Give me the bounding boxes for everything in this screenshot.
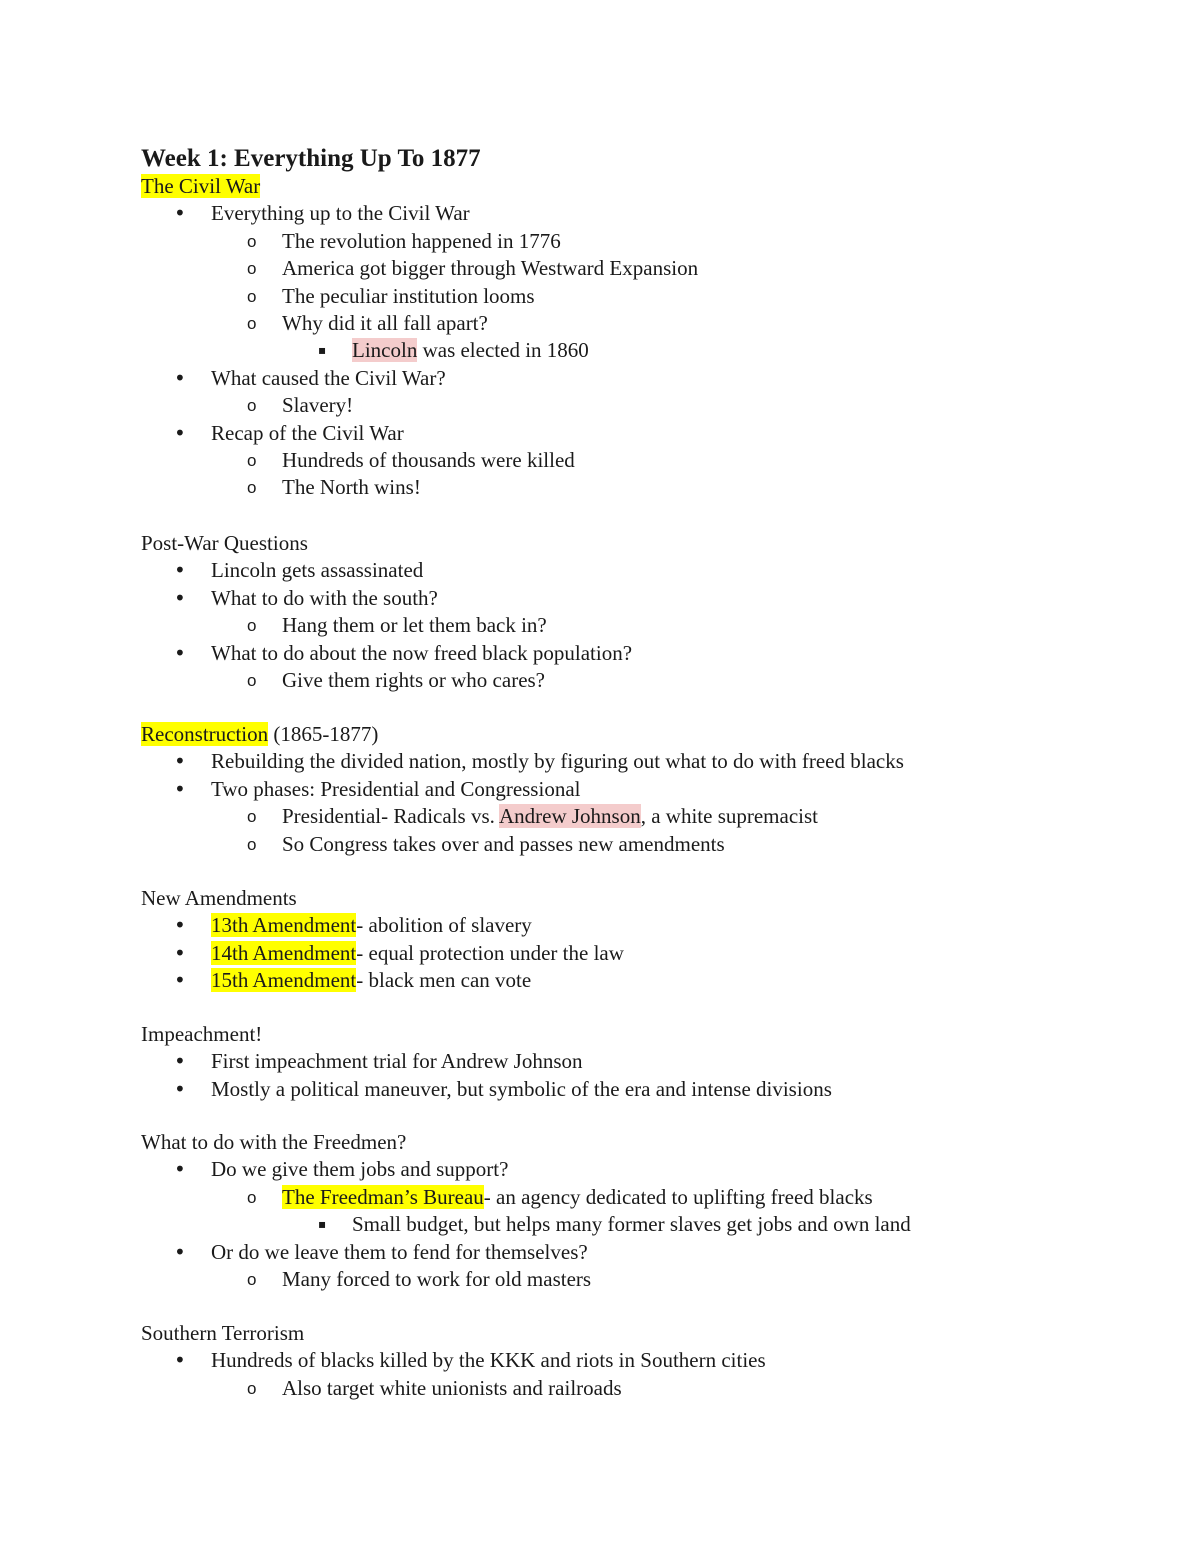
- bullet-icon: •: [174, 940, 186, 965]
- list-item-text: Rebuilding the divided nation, mostly by figuring out what to do with freed blacks: [211, 749, 904, 774]
- circle-bullet-icon: o: [247, 450, 257, 470]
- list-item-text: Give them rights or who cares?: [282, 667, 546, 692]
- list-item: [141, 1239, 1141, 1266]
- highlighted-text: Lincoln: [352, 338, 418, 363]
- section-civil-war: [141, 173, 1141, 502]
- list-item: [141, 1375, 1141, 1402]
- square-bullet-icon: ▪: [318, 1217, 327, 1232]
- bullet-icon: •: [174, 749, 186, 774]
- list-item: [141, 803, 1141, 830]
- bullet-icon: •: [174, 776, 186, 801]
- bullet-icon: •: [174, 1239, 186, 1264]
- list-item: [141, 1211, 1141, 1238]
- list-item-text: So Congress takes over and passes new amendments: [282, 831, 725, 856]
- list-item-text: What caused the Civil War?: [211, 365, 446, 390]
- list-item-text: First impeachment trial for Andrew Johnson: [211, 1049, 583, 1074]
- bullet-icon: •: [174, 558, 186, 583]
- list-item-text: Do we give them jobs and support?: [211, 1157, 509, 1182]
- list-item-text: Also target white unionists and railroads: [282, 1375, 622, 1400]
- list-item-text: Lincoln gets assassinated: [211, 558, 424, 583]
- circle-bullet-icon: o: [247, 1378, 257, 1398]
- bullet-icon: •: [174, 1076, 186, 1101]
- list-item: [141, 392, 1141, 419]
- bullet-icon: •: [174, 365, 186, 390]
- list-item-text: Many forced to work for old masters: [282, 1266, 592, 1291]
- page-title: Week 1: Everything Up To 1877: [141, 145, 481, 172]
- list-item: [141, 1184, 1141, 1211]
- circle-bullet-icon: o: [247, 807, 257, 827]
- circle-bullet-icon: o: [247, 313, 257, 333]
- list-item-text: Small budget, but helps many former slaves get jobs and own land: [352, 1212, 911, 1237]
- list-item-text: Recap of the Civil War: [211, 420, 404, 445]
- highlighted-text: The Civil War: [141, 174, 261, 198]
- list-item-text: - black men can vote: [356, 968, 532, 993]
- bullet-icon: •: [174, 585, 186, 610]
- bullet-icon: •: [174, 1157, 186, 1182]
- section-heading: New Amendments: [141, 886, 297, 910]
- list-item: [141, 310, 1141, 337]
- list-item-text: America got bigger through Westward Expansion: [282, 256, 699, 281]
- list-item-text: Hundreds of thousands were killed: [282, 447, 575, 472]
- circle-bullet-icon: o: [247, 1269, 257, 1289]
- highlighted-text: 13th Amendment: [211, 913, 357, 938]
- list-item: [141, 667, 1141, 694]
- list-item-text: Presidential- Radicals vs.: [282, 804, 499, 829]
- list-item-text: - abolition of slavery: [356, 913, 532, 938]
- list-item: [141, 365, 1141, 392]
- bullet-icon: •: [174, 420, 186, 445]
- list-item-text: Hang them or let them back in?: [282, 613, 547, 638]
- list-item: [141, 1156, 1141, 1183]
- highlighted-text: Andrew Johnson: [498, 804, 641, 829]
- section-terrorism: [141, 1320, 1141, 1402]
- section-amendments: [141, 885, 1141, 995]
- list-item-text: The peculiar institution looms: [282, 283, 535, 308]
- list-item-text: Two phases: Presidential and Congressional: [211, 776, 581, 801]
- circle-bullet-icon: o: [247, 670, 257, 690]
- bullet-icon: •: [174, 968, 186, 993]
- list-item: [141, 967, 1141, 994]
- section-post-war: [141, 530, 1141, 694]
- list-item-text: Everything up to the Civil War: [211, 201, 470, 226]
- list-item: [141, 940, 1141, 967]
- list-item-text: Hundreds of blacks killed by the KKK and riots in Southern cities: [211, 1348, 766, 1373]
- list-item-text: Or do we leave them to fend for themselves?: [211, 1239, 588, 1264]
- list-item: [141, 1266, 1141, 1293]
- list-item: [141, 283, 1141, 310]
- list-item: [141, 776, 1141, 803]
- section-heading: Impeachment!: [141, 1022, 263, 1046]
- circle-bullet-icon: o: [247, 478, 257, 498]
- section-heading: [141, 173, 1141, 200]
- list-item-text: Why did it all fall apart?: [282, 310, 488, 335]
- list-item-text: Mostly a political maneuver, but symbolic of the era and intense divisions: [211, 1076, 832, 1101]
- bullet-icon: •: [174, 913, 186, 938]
- bullet-icon: •: [174, 640, 186, 665]
- list-item: [141, 228, 1141, 255]
- circle-bullet-icon: o: [247, 834, 257, 854]
- list-item: [141, 255, 1141, 282]
- section-heading: Post-War Questions: [141, 531, 308, 555]
- section-reconstruction: [141, 721, 1141, 858]
- list-item: [141, 912, 1141, 939]
- highlighted-text: Reconstruction: [141, 722, 269, 746]
- heading-text: (1865-1877): [268, 722, 379, 746]
- list-item: [141, 1347, 1141, 1374]
- list-item: [141, 200, 1141, 227]
- list-item-text: Slavery!: [282, 393, 354, 418]
- list-item-text: - an agency dedicated to uplifting freed blacks: [483, 1184, 873, 1209]
- list-item: [141, 447, 1141, 474]
- list-item: [141, 420, 1141, 447]
- section-heading: What to do with the Freedmen?: [141, 1130, 407, 1154]
- section-impeachment: [141, 1021, 1141, 1103]
- list-item-text: was elected in 1860: [417, 338, 589, 363]
- list-item: [141, 748, 1141, 775]
- section-heading: Southern Terrorism: [141, 1321, 305, 1345]
- bullet-icon: •: [174, 1348, 186, 1373]
- list-item-text: The North wins!: [282, 475, 421, 500]
- circle-bullet-icon: o: [247, 1187, 257, 1207]
- highlighted-text: 15th Amendment: [211, 968, 357, 993]
- highlighted-text: 14th Amendment: [211, 940, 357, 965]
- list-item-text: - equal protection under the law: [356, 940, 624, 965]
- circle-bullet-icon: o: [247, 259, 257, 279]
- circle-bullet-icon: o: [247, 231, 257, 251]
- list-item: [141, 1076, 1141, 1103]
- bullet-icon: •: [174, 201, 186, 226]
- circle-bullet-icon: o: [247, 616, 257, 636]
- list-item: [141, 337, 1141, 364]
- list-item-text: What to do with the south?: [211, 585, 438, 610]
- bullet-icon: •: [174, 1049, 186, 1074]
- list-item-text: What to do about the now freed black population?: [211, 640, 633, 665]
- list-item: [141, 612, 1141, 639]
- section-freedmen: [141, 1129, 1141, 1293]
- list-item: [141, 585, 1141, 612]
- highlighted-text: The Freedman’s Bureau: [282, 1184, 484, 1209]
- list-item: [141, 831, 1141, 858]
- list-item: [141, 640, 1141, 667]
- circle-bullet-icon: o: [247, 286, 257, 306]
- circle-bullet-icon: o: [247, 396, 257, 416]
- section-heading: [141, 721, 1141, 748]
- square-bullet-icon: ▪: [318, 343, 327, 358]
- list-item-text: , a white supremacist: [640, 804, 818, 829]
- list-item: [141, 557, 1141, 584]
- list-item-text: The revolution happened in 1776: [282, 228, 561, 253]
- list-item: [141, 474, 1141, 501]
- list-item: [141, 1048, 1141, 1075]
